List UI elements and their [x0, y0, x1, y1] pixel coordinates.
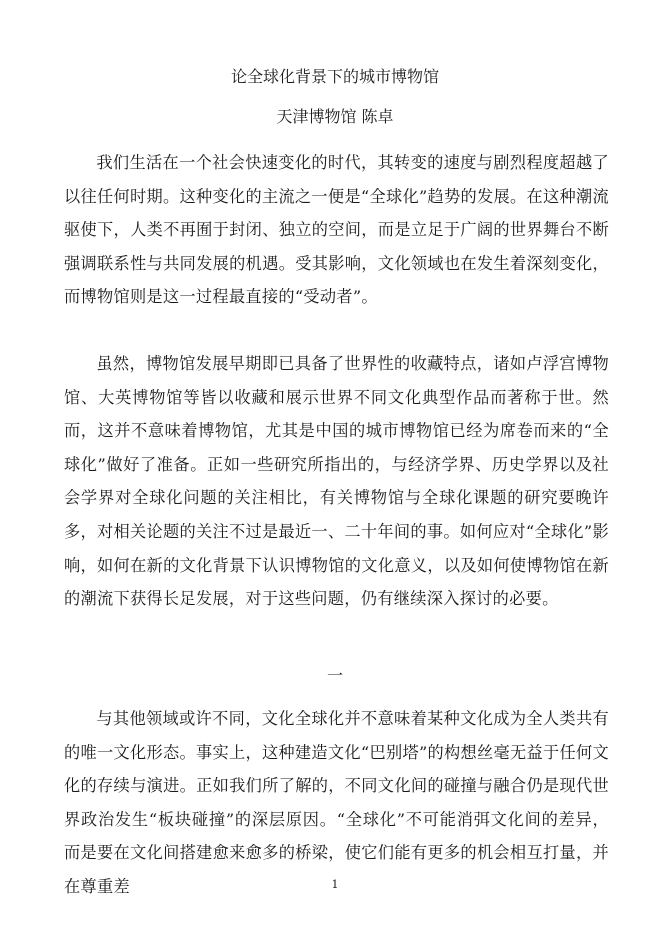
- section-heading: 一: [326, 666, 343, 685]
- body-paragraph: 我们生活在一个社会快速变化的时代，其转变的速度与剧烈程度超越了以往任何时期。这种变化的主流之一便是“全球化”趋势的发展。在这种潮流驱使下，人类不再囿于封闭、独立的空间，而是立足于广阔的世界舞台不断强调联系性与共同发展的机遇。受其影响，文化领域也在发生着深刻变化，而博物馆则是这一过程最直接的“受动者”。: [64, 153, 609, 307]
- body-paragraph: 虽然，博物馆发展早期即已具备了世界性的收藏特点，诸如卢浮宫博物馆、大英博物馆等皆以收藏和展示世界不同文化典型作品而著称于世。然而，这并不意味着博物馆，尤其是中国的城市博物馆已经为席卷而来的“全球化”做好了准备。正如一些研究所指出的，与经济学界、历史学界以及社会学界对全球化问题的关注相比，有关博物馆与全球化课题的研究要晚许多，对相关论题的关注不过是最近一、二十年间的事。如何应对“全球化”影响，如何在新的文化背景下认识博物馆的文化意义，以及如何使博物馆在新的潮流下获得长足发展，对于这些问题，仍有继续深入探讨的必要。: [64, 354, 609, 609]
- page-number: 1: [331, 878, 339, 891]
- document-title: 论全球化背景下的城市博物馆: [230, 67, 439, 86]
- body-paragraph: 与其他领域或许不同，文化全球化并不意味着某种文化成为全人类共有的唯一文化形态。事实上，这种建造文化“巴别塔”的构想丝毫无益于任何文化的存续与演进。正如我们所了解的，不同文化间的碰撞与融合仍是现代世界政治发生“板块碰撞”的深层原因。“全球化”不可能消弭文化间的差异，而是要在文化间搭建愈来愈多的桥梁，使它们能有更多的机会相互打量，并在尊重差: [64, 709, 609, 896]
- document-author: 天津博物馆 陈卓: [276, 107, 394, 126]
